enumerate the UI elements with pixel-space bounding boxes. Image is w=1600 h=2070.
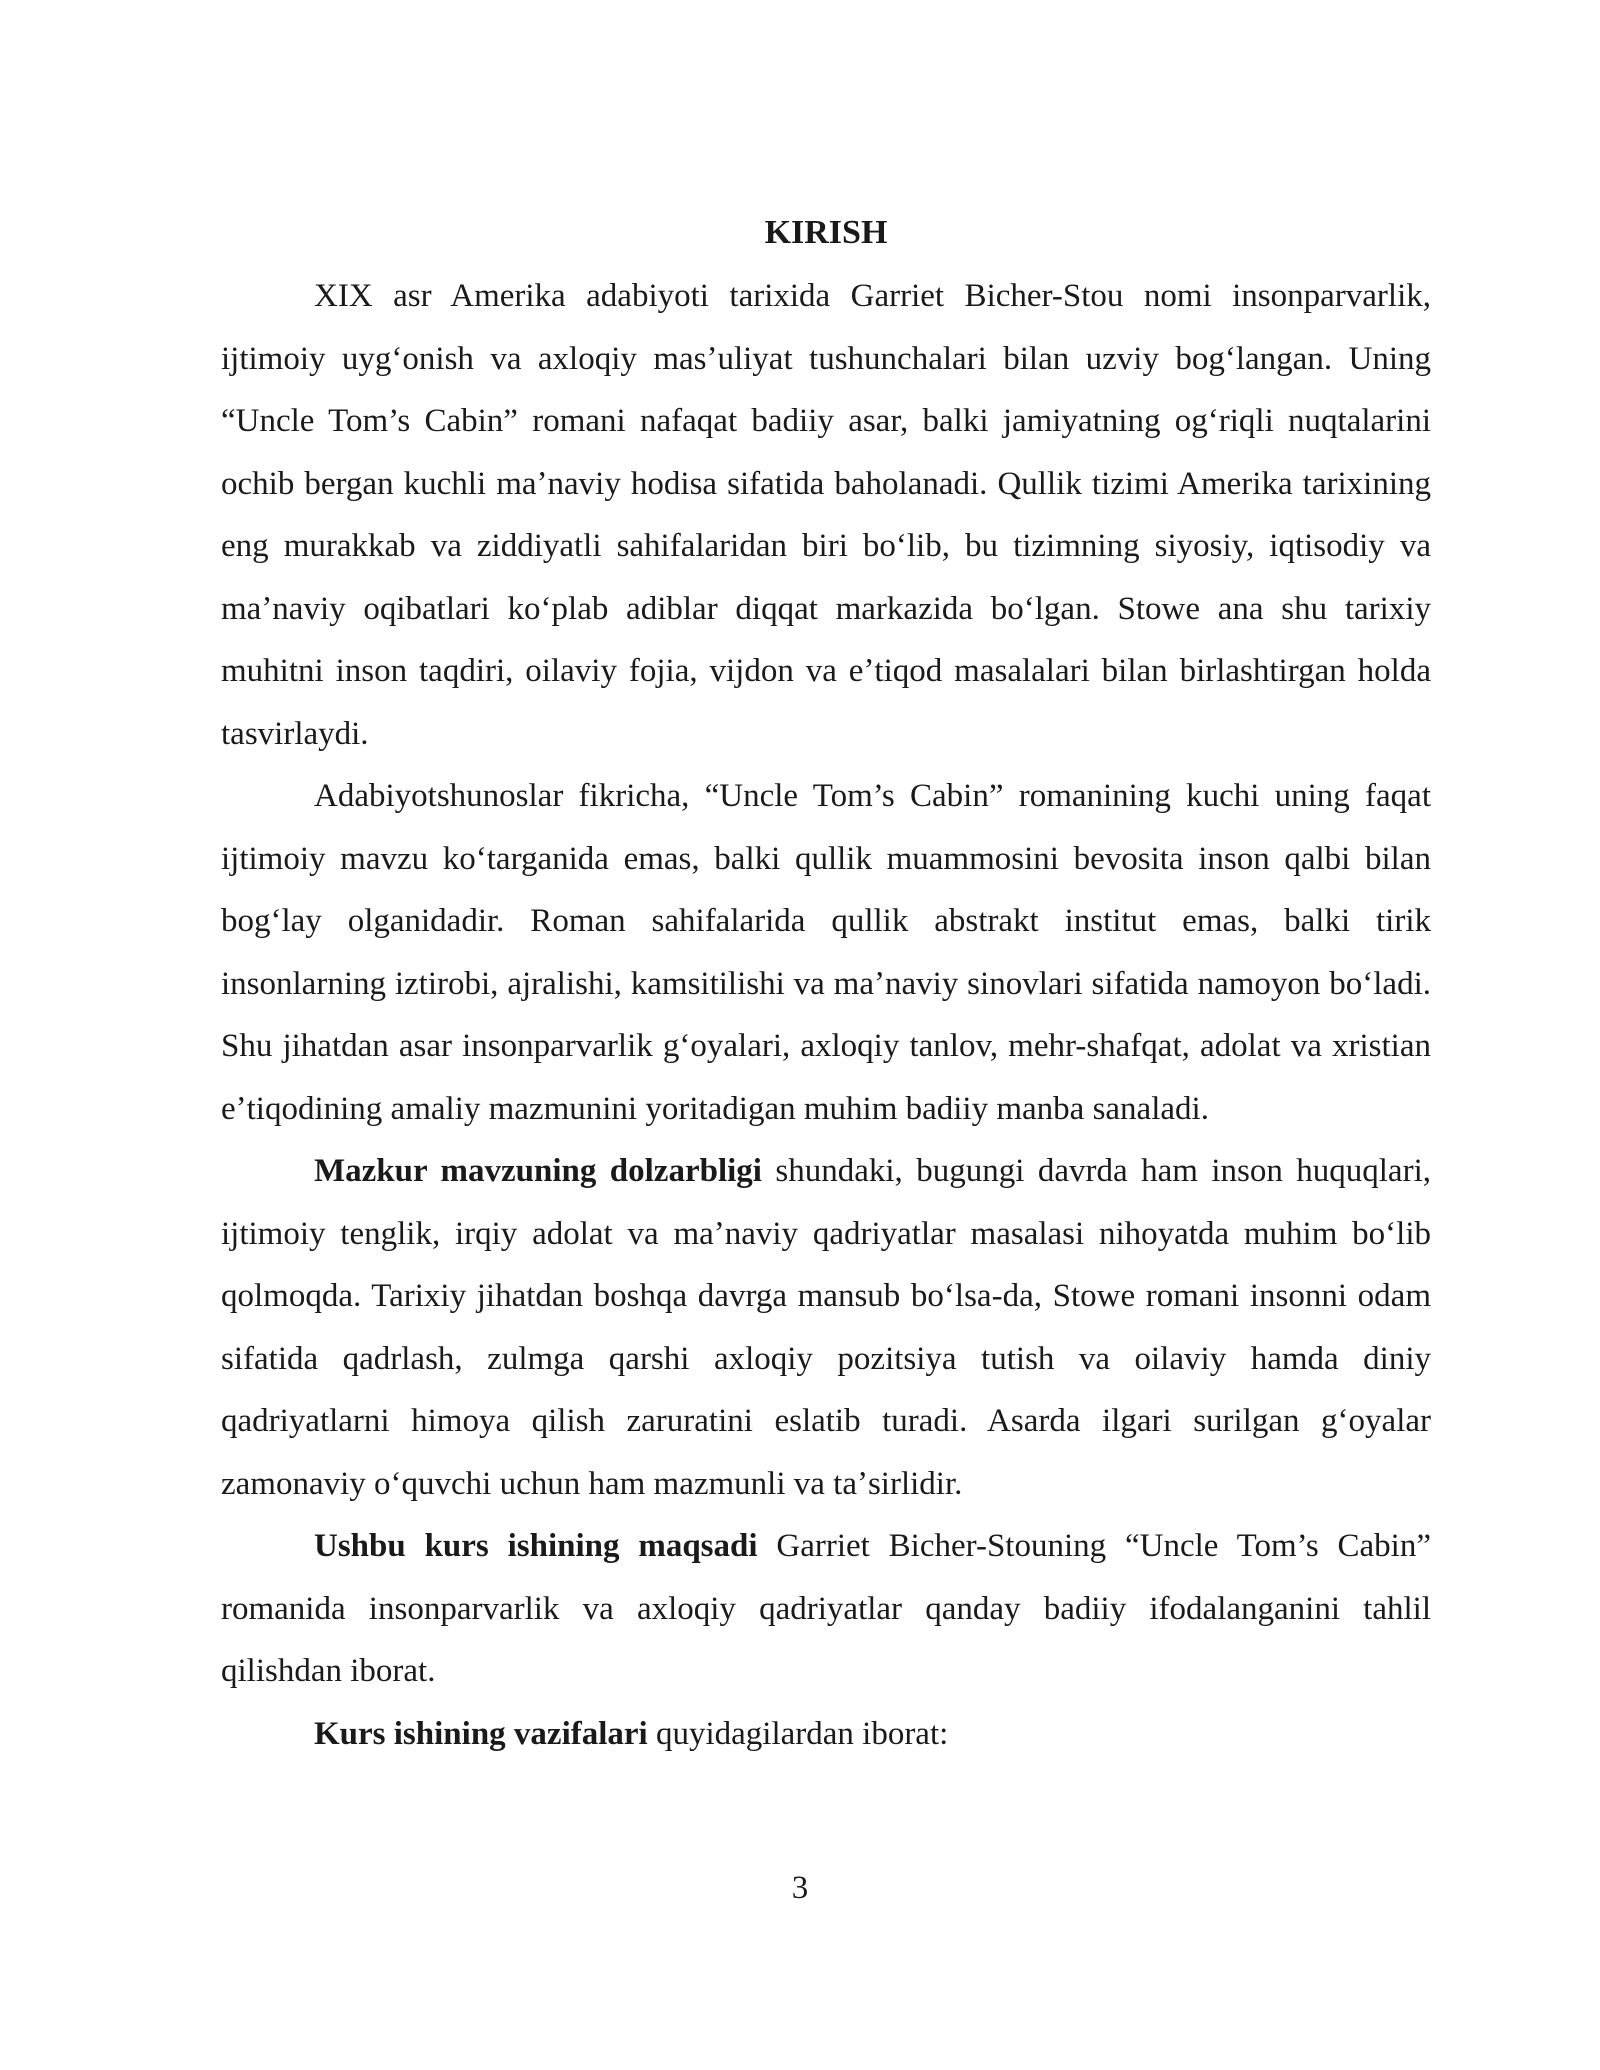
paragraph-2 xyxy=(221,765,1431,1140)
paragraph-text: Garriet Bicher-Stouning “Uncle Tom’s Cabin” romanida insonparvarlik va axloqiy qadriyatlar qanday badiiy ifodalanganini tahlil qilishdan iborat. xyxy=(221,1528,1431,1689)
paragraph-text: shundaki, bugungi davrda ham inson huquqlari, ijtimoiy tenglik, irqiy adolat va maʼnaviy qadriyatlar masalasi nihoyatda muhim boʻlib qolmoqda. Tarixiy jihatdan boshqa davrga mansub boʻlsa-da, Stowe romani insonni odam sifatida qadrlash, zulmga qarshi axloqiy pozitsiya tutish va oilaviy hamda diniy qadriyatlarni himoya qilish zaruratini eslatib turadi. Asarda ilgari surilgan gʻoyalar zamonaviy oʻquvchi uchun ham mazmunli va taʼsirlidir. xyxy=(221,1153,1431,1502)
paragraph-1 xyxy=(221,265,1431,765)
paragraph-3 xyxy=(221,1140,1431,1515)
paragraph-5 xyxy=(221,1703,1431,1766)
paragraph-4 xyxy=(221,1515,1431,1703)
paragraph-text: quyidagilardan iborat: xyxy=(647,1715,949,1752)
paragraph-lead: Kurs ishining vazifalari xyxy=(314,1715,648,1752)
paragraph-lead: Mazkur mavzuning dolzarbligi xyxy=(314,1153,762,1189)
page-number: 3 xyxy=(791,1870,809,1906)
paragraph-text: Adabiyotshunoslar fikricha, “Uncle Tom’s Cabin” romanining kuchi uning faqat ijtimoiy mavzu koʻtarganida emas, balki qullik muammosini bevosita inson qalbi bilan bogʻlay olganidadir. Roman sahifalarida qullik abstrakt institut emas, balki tirik insonlarning iztirobi, ajralishi, kamsitilishi va maʼnaviy sinovlari sifatida namoyon boʻladi. Shu jihatdan asar insonparvarlik gʻoyalari, axloqiy tanlov, mehr-shafqat, adolat va xristian eʼtiqodining amaliy mazmunini yoritadigan muhim badiiy manba sanaladi. xyxy=(221,778,1431,1127)
paragraph-text: XIX asr Amerika adabiyoti tarixida Garriet Bicher-Stou nomi insonparvarlik, ijtimoiy uygʻonish va axloqiy masʼuliyat tushunchalari bilan uzviy bogʻlangan. Uning “Uncle Tom’s Cabin” romani nafaqat badiiy asar, balki jamiyatning ogʻriqli nuqtalarini ochib bergan kuchli maʼnaviy hodisa sifatida baholanadi. Qullik tizimi Amerika tarixining eng murakkab va ziddiyatli sahifalaridan biri boʻlib, bu tizimning siyosiy, iqtisodiy va maʼnaviy oqibatlari koʻplab adiblar diqqat markazida boʻlgan. Stowe ana shu tarixiy muhitni inson taqdiri, oilaviy fojia, vijdon va eʼtiqod masalalari bilan birlashtirgan holda tasvirlaydi. xyxy=(221,278,1431,752)
page-content xyxy=(221,205,1431,1765)
paragraph-lead: Ushbu kurs ishining maqsadi xyxy=(314,1528,758,1564)
section-heading: KIRISH xyxy=(764,214,888,251)
